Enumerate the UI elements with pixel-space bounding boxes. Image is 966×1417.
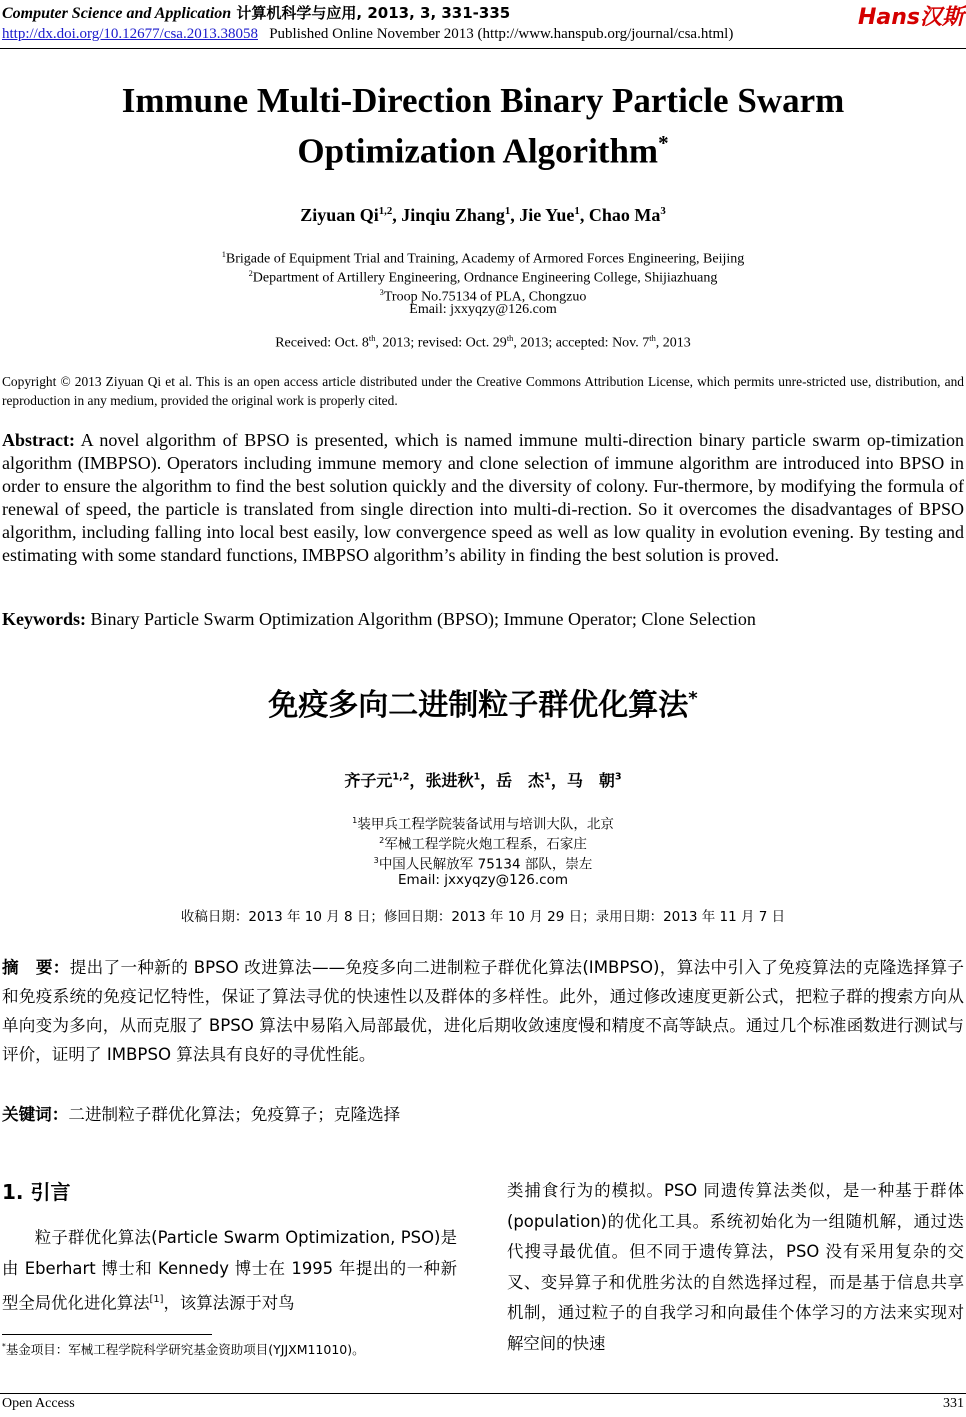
affiliation-1: $^1$Brigade of Equipment Trial and Training, Academy of Armored Forces Engineering, Beijing	[221, 250, 745, 267]
author-email: Email: jxxyqzy@126.com	[409, 302, 557, 317]
keywords-zh-label: 关键词：	[2, 1105, 69, 1124]
title-line-1: Immune Multi-Direction Binary Particle Swarm	[121, 81, 845, 120]
copyright-notice: Copyright © 2013 Ziyuan Qi et al. This is an open access article distributed under the Creative Commons Attribution License, which permits unre-stricted use, distribution, and reproduction in any medium, provided the original work is properly cited.	[2, 374, 964, 408]
abstract-text: A novel algorithm of BPSO is presented, which is named immune multi-direction binary particle swarm op-timization algorithm (IMBPSO). Operators including immune memory and clone selection of immune algorithm are introduced into BPSO in order to ensure the algorithm to find the best solution quickly and the diversity of colony. Fur-thermore, by modifying the formula of renewal of speed, the particle is translated from single direction into multi-di-rection. So it overcomes the disadvantages of BPSO algorithm, including falling into local best easily, low convergence speed as well as low quality in evolution evening. By testing and estimating with some standard functions, IMBPSO algorithm’s ability in finding the best solution is proved.	[2, 430, 964, 565]
abstract-zh	[2, 953, 964, 1069]
footer-open-access: Open Access	[2, 1396, 75, 1411]
affiliation-zh-3: $^3$中国人民解放军 75134 部队，崇左	[373, 855, 593, 873]
affiliation-2: $^2$Department of Artillery Engineering, Ordnance Engineering College, Shijiazhuang	[248, 269, 718, 286]
page-header	[0, 0, 966, 50]
footnote-rule	[2, 1334, 212, 1335]
received-dates-zh: 收稿日期：2013 年 10 月 8 日；修回日期：2013 年 10 月 29 日；录用日期：2013 年 11 月 7 日	[180, 909, 786, 925]
footer-rule	[0, 1393, 966, 1394]
keywords-text: Binary Particle Swarm Optimization Algorithm (BPSO); Immune Operator; Clone Selection	[86, 609, 756, 629]
abstract-label: Abstract:	[2, 430, 75, 450]
paper-title-en	[0, 80, 966, 173]
header-rule	[0, 48, 966, 49]
page-number: 331	[943, 1396, 964, 1411]
authors-en: Ziyuan Qi$^{1,2}$, Jinqiu Zhang$^1$, Jie Yue$^1$, Chao Ma$^3$	[300, 205, 666, 225]
body-left-column: 粒子群优化算法(Particle Swarm Optimization, PSO)是由 Eberhart 博士和 Kennedy 博士在 1995 年提出的一种新型全局优化进化算法[1]，该算法源于对鸟	[2, 1228, 457, 1313]
funding-footnote: *基金项目：军械工程学院科学研究基金资助项目(YJJXM11010)。	[2, 1341, 365, 1357]
abstract-zh-label: 摘 要：	[2, 958, 70, 977]
affiliation-3: $^3$Troop No.75134 of PLA, Chongzuo	[379, 288, 587, 305]
journal-name-en: Computer Science and Application	[2, 5, 232, 22]
published-online: Published Online November 2013 (http://www.hanspub.org/journal/csa.html)	[269, 26, 734, 42]
keywords-zh	[2, 1101, 964, 1125]
received-dates: Received: Oct. 8th, 2013; revised: Oct. 29th, 2013; accepted: Nov. 7th, 2013	[275, 334, 691, 351]
doi-link[interactable]: http://dx.doi.org/10.12677/csa.2013.38058	[2, 26, 258, 42]
author-email-zh: Email: jxxyqzy@126.com	[397, 872, 569, 888]
keywords-en	[2, 609, 964, 630]
doi-line	[2, 26, 733, 43]
journal-name-zh: 计算机科学与应用, 2013, 3, 331-335	[231, 4, 511, 22]
section-heading-introduction: 1. 引言	[2, 1180, 71, 1204]
keywords-zh-text: 二进制粒子群优化算法；免疫算子；克隆选择	[68, 1105, 401, 1124]
affiliation-zh-2: $^2$军械工程学院火炮工程系，石家庄	[379, 835, 587, 853]
affiliation-zh-1: $^1$装甲兵工程学院装备试用与培训大队，北京	[352, 815, 614, 833]
title-footnote-mark: *	[658, 131, 669, 155]
abstract-zh-text: 提出了一种新的 BPSO 改进算法——免疫多向二进制粒子群优化算法(IMBPSO)，算法中引入了免疫算法的克隆选择算子和免疫系统的免疫记忆特性，保证了算法寻优的快速性以及群体的多样性。此外，通过修改速度更新公式，把粒子群的搜索方向从单向变为多向，从而克服了 BPSO 算法中易陷入局部最优，进化后期收敛速度慢和精度不高等缺点。通过几个标准函数进行测试与评价，证明了 IMBPSO 算法具有良好的寻优性能。	[2, 958, 965, 1064]
journal-citation	[2, 2, 510, 23]
paper-title-zh: 免疫多向二进制粒子群优化算法*	[268, 688, 698, 723]
keywords-label: Keywords:	[2, 609, 86, 629]
title-line-2: Optimization Algorithm*	[297, 131, 669, 171]
body-right-column: 类捕食行为的模拟。PSO 同遗传算法类似，是一种基于群体(population)的优化工具。系统初始化为一组随机解，通过迭代搜寻最优值。但不同于遗传算法，PSO 没有采用复杂的交叉、变异算子和优胜劣汰的自然选择过程，而是基于信息共享机制，通过粒子的自我学习和向最佳个体学习的方法来实现对解空间的快速	[507, 1181, 964, 1353]
abstract-en	[2, 429, 964, 567]
publisher-logo: Hans汉斯	[857, 5, 964, 30]
authors-zh: 齐子元$^{1,2}$，张进秋$^1$，岳 杰$^1$，马 朝$^3$	[344, 771, 622, 790]
citation-ref[interactable]: [1]	[149, 1294, 164, 1305]
